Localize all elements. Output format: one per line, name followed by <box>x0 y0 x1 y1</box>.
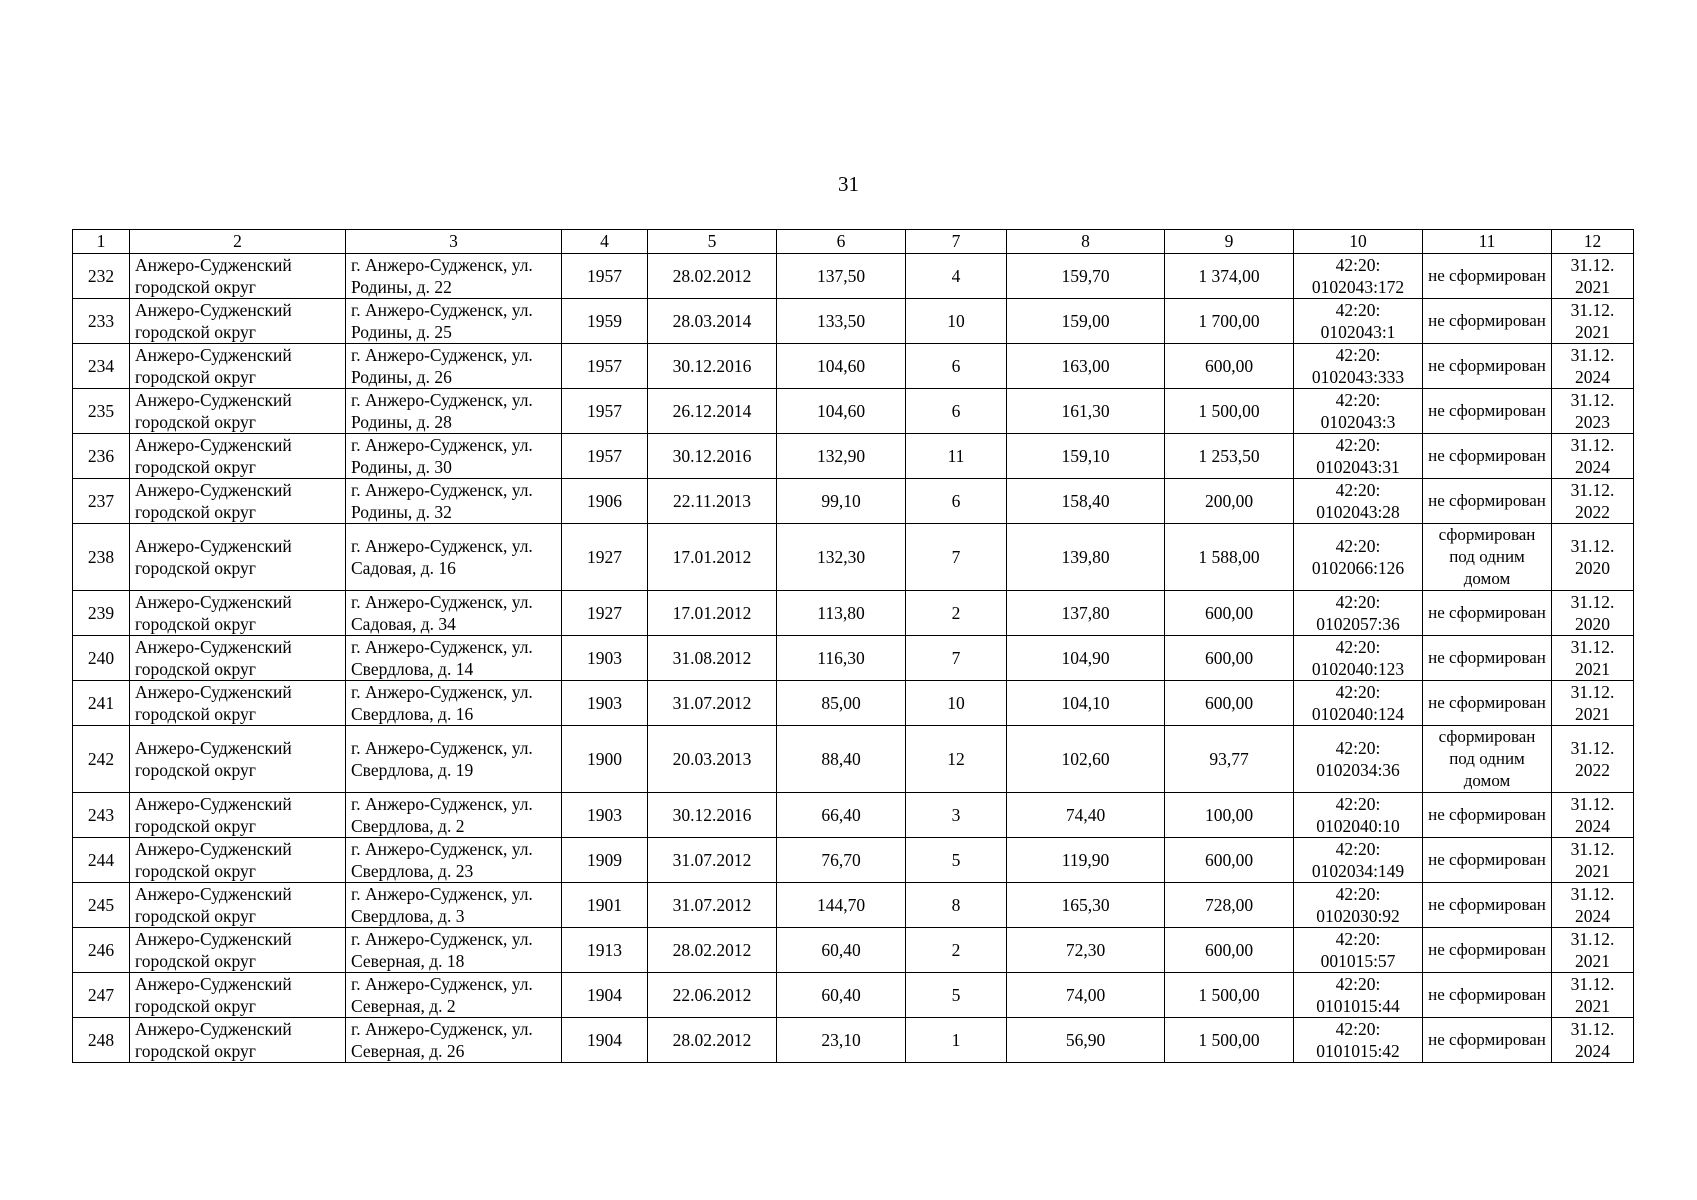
table-row <box>73 389 1634 434</box>
column-header-6: 6 <box>777 230 906 254</box>
cell-cadastral-number: 42:20: 0102043:31 <box>1294 434 1423 479</box>
cell-cadastral-number: 42:20: 0102034:36 <box>1294 726 1423 793</box>
column-header-2: 2 <box>130 230 346 254</box>
column-header-1: 1 <box>73 230 130 254</box>
cell-land-area: 163,00 <box>1007 344 1165 389</box>
cell-municipality: Анжеро-Судженский городской округ <box>130 254 346 299</box>
cell-land-status: не сформирован <box>1423 793 1552 838</box>
cell-total-area: 104,60 <box>777 389 906 434</box>
cell-land-status: не сформирован <box>1423 636 1552 681</box>
cell-land-area: 158,40 <box>1007 479 1165 524</box>
cell-deadline: 31.12. 2022 <box>1552 479 1634 524</box>
cell-deadline: 31.12. 2021 <box>1552 681 1634 726</box>
cell-total-area: 23,10 <box>777 1018 906 1063</box>
cell-cadastral-number: 42:20: 0102043:28 <box>1294 479 1423 524</box>
cell-cost: 1 700,00 <box>1165 299 1294 344</box>
housing-registry-table <box>72 229 1634 1063</box>
cell-municipality: Анжеро-Судженский городской округ <box>130 524 346 591</box>
cell-address: г. Анжеро-Судженск, ул. Свердлова, д. 2 <box>346 793 562 838</box>
cell-residents-count: 10 <box>906 681 1007 726</box>
cell-total-area: 66,40 <box>777 793 906 838</box>
cell-total-area: 132,90 <box>777 434 906 479</box>
cell-cost: 200,00 <box>1165 479 1294 524</box>
table-row <box>73 793 1634 838</box>
table-row <box>73 434 1634 479</box>
cell-row-number: 239 <box>73 591 130 636</box>
cell-municipality: Анжеро-Судженский городской округ <box>130 591 346 636</box>
cell-municipality: Анжеро-Судженский городской округ <box>130 726 346 793</box>
cell-land-area: 159,00 <box>1007 299 1165 344</box>
cell-recognition-date: 31.07.2012 <box>648 681 777 726</box>
cell-land-status: не сформирован <box>1423 838 1552 883</box>
cell-land-status: не сформирован <box>1423 299 1552 344</box>
cell-cost: 600,00 <box>1165 838 1294 883</box>
cell-total-area: 116,30 <box>777 636 906 681</box>
cell-land-status: не сформирован <box>1423 479 1552 524</box>
cell-year-built: 1927 <box>562 524 648 591</box>
cell-cost: 93,77 <box>1165 726 1294 793</box>
cell-recognition-date: 17.01.2012 <box>648 591 777 636</box>
page-number: 31 <box>838 172 859 196</box>
cell-recognition-date: 30.12.2016 <box>648 793 777 838</box>
cell-year-built: 1904 <box>562 1018 648 1063</box>
column-number-row <box>73 230 1634 254</box>
cell-total-area: 76,70 <box>777 838 906 883</box>
cell-row-number: 240 <box>73 636 130 681</box>
column-header-4: 4 <box>562 230 648 254</box>
cell-year-built: 1903 <box>562 636 648 681</box>
cell-year-built: 1957 <box>562 434 648 479</box>
table-row <box>73 524 1634 591</box>
cell-recognition-date: 22.06.2012 <box>648 973 777 1018</box>
cell-land-status: сформирован под одним домом <box>1423 524 1552 591</box>
cell-total-area: 113,80 <box>777 591 906 636</box>
table-row <box>73 681 1634 726</box>
cell-total-area: 104,60 <box>777 344 906 389</box>
cell-total-area: 144,70 <box>777 883 906 928</box>
column-header-7: 7 <box>906 230 1007 254</box>
column-header-9: 9 <box>1165 230 1294 254</box>
cell-residents-count: 2 <box>906 928 1007 973</box>
cell-deadline: 31.12. 2024 <box>1552 883 1634 928</box>
cell-address: г. Анжеро-Судженск, ул. Свердлова, д. 23 <box>346 838 562 883</box>
cell-address: г. Анжеро-Судженск, ул. Родины, д. 26 <box>346 344 562 389</box>
cell-row-number: 245 <box>73 883 130 928</box>
cell-address: г. Анжеро-Судженск, ул. Садовая, д. 16 <box>346 524 562 591</box>
cell-land-area: 74,00 <box>1007 973 1165 1018</box>
cell-deadline: 31.12. 2021 <box>1552 928 1634 973</box>
cell-deadline: 31.12. 2021 <box>1552 973 1634 1018</box>
cell-row-number: 235 <box>73 389 130 434</box>
cell-cadastral-number: 42:20: 001015:57 <box>1294 928 1423 973</box>
cell-residents-count: 2 <box>906 591 1007 636</box>
cell-total-area: 133,50 <box>777 299 906 344</box>
cell-municipality: Анжеро-Судженский городской округ <box>130 1018 346 1063</box>
cell-cost: 600,00 <box>1165 344 1294 389</box>
cell-residents-count: 3 <box>906 793 1007 838</box>
cell-cost: 600,00 <box>1165 636 1294 681</box>
cell-year-built: 1906 <box>562 479 648 524</box>
cell-row-number: 243 <box>73 793 130 838</box>
table-row <box>73 1018 1634 1063</box>
cell-land-area: 165,30 <box>1007 883 1165 928</box>
table-row <box>73 726 1634 793</box>
cell-address: г. Анжеро-Судженск, ул. Свердлова, д. 3 <box>346 883 562 928</box>
cell-land-area: 137,80 <box>1007 591 1165 636</box>
cell-year-built: 1900 <box>562 726 648 793</box>
cell-municipality: Анжеро-Судженский городской округ <box>130 389 346 434</box>
cell-land-status: не сформирован <box>1423 883 1552 928</box>
cell-cadastral-number: 42:20: 0102043:172 <box>1294 254 1423 299</box>
cell-cost: 1 500,00 <box>1165 1018 1294 1063</box>
cell-deadline: 31.12. 2020 <box>1552 524 1634 591</box>
column-header-5: 5 <box>648 230 777 254</box>
cell-land-status: не сформирован <box>1423 389 1552 434</box>
cell-total-area: 85,00 <box>777 681 906 726</box>
cell-residents-count: 8 <box>906 883 1007 928</box>
cell-cadastral-number: 42:20: 0102043:333 <box>1294 344 1423 389</box>
cell-year-built: 1909 <box>562 838 648 883</box>
cell-municipality: Анжеро-Судженский городской округ <box>130 434 346 479</box>
table-row <box>73 591 1634 636</box>
cell-year-built: 1903 <box>562 793 648 838</box>
cell-cost: 600,00 <box>1165 591 1294 636</box>
cell-recognition-date: 28.02.2012 <box>648 928 777 973</box>
cell-cost: 1 500,00 <box>1165 389 1294 434</box>
cell-land-status: не сформирован <box>1423 434 1552 479</box>
cell-cost: 1 374,00 <box>1165 254 1294 299</box>
cell-cadastral-number: 42:20: 0102040:124 <box>1294 681 1423 726</box>
cell-row-number: 247 <box>73 973 130 1018</box>
column-header-11: 11 <box>1423 230 1552 254</box>
table-row <box>73 636 1634 681</box>
column-header-12: 12 <box>1552 230 1634 254</box>
column-header-3: 3 <box>346 230 562 254</box>
table-row <box>73 344 1634 389</box>
cell-year-built: 1957 <box>562 344 648 389</box>
table-row <box>73 299 1634 344</box>
cell-deadline: 31.12. 2020 <box>1552 591 1634 636</box>
cell-land-status: не сформирован <box>1423 254 1552 299</box>
cell-address: г. Анжеро-Судженск, ул. Садовая, д. 34 <box>346 591 562 636</box>
cell-row-number: 234 <box>73 344 130 389</box>
table-row <box>73 928 1634 973</box>
cell-row-number: 248 <box>73 1018 130 1063</box>
cell-municipality: Анжеро-Судженский городской округ <box>130 928 346 973</box>
cell-row-number: 233 <box>73 299 130 344</box>
cell-land-area: 139,80 <box>1007 524 1165 591</box>
table-row <box>73 838 1634 883</box>
cell-recognition-date: 22.11.2013 <box>648 479 777 524</box>
cell-residents-count: 6 <box>906 389 1007 434</box>
cell-land-status: не сформирован <box>1423 1018 1552 1063</box>
table-row <box>73 973 1634 1018</box>
cell-cost: 728,00 <box>1165 883 1294 928</box>
table-row <box>73 883 1634 928</box>
cell-municipality: Анжеро-Судженский городской округ <box>130 973 346 1018</box>
cell-year-built: 1904 <box>562 973 648 1018</box>
cell-recognition-date: 31.07.2012 <box>648 883 777 928</box>
cell-residents-count: 4 <box>906 254 1007 299</box>
cell-total-area: 88,40 <box>777 726 906 793</box>
cell-row-number: 246 <box>73 928 130 973</box>
cell-municipality: Анжеро-Судженский городской округ <box>130 636 346 681</box>
cell-municipality: Анжеро-Судженский городской округ <box>130 793 346 838</box>
cell-deadline: 31.12. 2023 <box>1552 389 1634 434</box>
cell-land-status: не сформирован <box>1423 591 1552 636</box>
cell-municipality: Анжеро-Судженский городской округ <box>130 299 346 344</box>
cell-year-built: 1959 <box>562 299 648 344</box>
cell-recognition-date: 20.03.2013 <box>648 726 777 793</box>
cell-row-number: 244 <box>73 838 130 883</box>
cell-land-area: 119,90 <box>1007 838 1165 883</box>
cell-land-area: 159,10 <box>1007 434 1165 479</box>
cell-recognition-date: 30.12.2016 <box>648 434 777 479</box>
cell-address: г. Анжеро-Судженск, ул. Северная, д. 26 <box>346 1018 562 1063</box>
cell-total-area: 137,50 <box>777 254 906 299</box>
cell-total-area: 60,40 <box>777 973 906 1018</box>
cell-total-area: 99,10 <box>777 479 906 524</box>
cell-deadline: 31.12. 2024 <box>1552 793 1634 838</box>
cell-total-area: 60,40 <box>777 928 906 973</box>
cell-residents-count: 12 <box>906 726 1007 793</box>
cell-address: г. Анжеро-Судженск, ул. Свердлова, д. 14 <box>346 636 562 681</box>
cell-residents-count: 7 <box>906 524 1007 591</box>
cell-address: г. Анжеро-Судженск, ул. Родины, д. 28 <box>346 389 562 434</box>
cell-land-area: 161,30 <box>1007 389 1165 434</box>
cell-address: г. Анжеро-Судженск, ул. Северная, д. 18 <box>346 928 562 973</box>
cell-municipality: Анжеро-Судженский городской округ <box>130 838 346 883</box>
cell-address: г. Анжеро-Судженск, ул. Свердлова, д. 19 <box>346 726 562 793</box>
cell-address: г. Анжеро-Судженск, ул. Родины, д. 30 <box>346 434 562 479</box>
cell-deadline: 31.12. 2021 <box>1552 838 1634 883</box>
cell-land-status: не сформирован <box>1423 681 1552 726</box>
cell-total-area: 132,30 <box>777 524 906 591</box>
cell-row-number: 242 <box>73 726 130 793</box>
cell-land-area: 72,30 <box>1007 928 1165 973</box>
cell-recognition-date: 30.12.2016 <box>648 344 777 389</box>
column-header-8: 8 <box>1007 230 1165 254</box>
cell-land-status: не сформирован <box>1423 928 1552 973</box>
cell-row-number: 236 <box>73 434 130 479</box>
cell-cost: 1 500,00 <box>1165 973 1294 1018</box>
cell-deadline: 31.12. 2024 <box>1552 344 1634 389</box>
cell-deadline: 31.12. 2021 <box>1552 299 1634 344</box>
cell-land-area: 102,60 <box>1007 726 1165 793</box>
cell-year-built: 1957 <box>562 254 648 299</box>
cell-deadline: 31.12. 2024 <box>1552 434 1634 479</box>
cell-residents-count: 10 <box>906 299 1007 344</box>
cell-cadastral-number: 42:20: 0102040:123 <box>1294 636 1423 681</box>
cell-land-area: 56,90 <box>1007 1018 1165 1063</box>
cell-cost: 600,00 <box>1165 928 1294 973</box>
cell-cost: 1 253,50 <box>1165 434 1294 479</box>
cell-cost: 100,00 <box>1165 793 1294 838</box>
cell-municipality: Анжеро-Судженский городской округ <box>130 883 346 928</box>
cell-cadastral-number: 42:20: 0102030:92 <box>1294 883 1423 928</box>
cell-land-area: 159,70 <box>1007 254 1165 299</box>
cell-recognition-date: 26.12.2014 <box>648 389 777 434</box>
cell-cadastral-number: 42:20: 0102043:3 <box>1294 389 1423 434</box>
cell-residents-count: 5 <box>906 973 1007 1018</box>
cell-cadastral-number: 42:20: 0102043:1 <box>1294 299 1423 344</box>
cell-municipality: Анжеро-Судженский городской округ <box>130 681 346 726</box>
cell-residents-count: 1 <box>906 1018 1007 1063</box>
cell-recognition-date: 31.08.2012 <box>648 636 777 681</box>
cell-year-built: 1927 <box>562 591 648 636</box>
cell-cost: 1 588,00 <box>1165 524 1294 591</box>
column-header-10: 10 <box>1294 230 1423 254</box>
cell-residents-count: 6 <box>906 344 1007 389</box>
cell-year-built: 1957 <box>562 389 648 434</box>
cell-row-number: 237 <box>73 479 130 524</box>
cell-cost: 600,00 <box>1165 681 1294 726</box>
cell-cadastral-number: 42:20: 0102040:10 <box>1294 793 1423 838</box>
cell-land-area: 74,40 <box>1007 793 1165 838</box>
cell-recognition-date: 28.03.2014 <box>648 299 777 344</box>
cell-deadline: 31.12. 2024 <box>1552 1018 1634 1063</box>
cell-deadline: 31.12. 2022 <box>1552 726 1634 793</box>
cell-recognition-date: 31.07.2012 <box>648 838 777 883</box>
cell-residents-count: 7 <box>906 636 1007 681</box>
cell-year-built: 1901 <box>562 883 648 928</box>
cell-cadastral-number: 42:20: 0101015:44 <box>1294 973 1423 1018</box>
cell-row-number: 232 <box>73 254 130 299</box>
cell-address: г. Анжеро-Судженск, ул. Свердлова, д. 16 <box>346 681 562 726</box>
cell-year-built: 1913 <box>562 928 648 973</box>
cell-cadastral-number: 42:20: 0102066:126 <box>1294 524 1423 591</box>
cell-cadastral-number: 42:20: 0102057:36 <box>1294 591 1423 636</box>
cell-address: г. Анжеро-Судженск, ул. Родины, д. 22 <box>346 254 562 299</box>
cell-cadastral-number: 42:20: 0102034:149 <box>1294 838 1423 883</box>
cell-residents-count: 5 <box>906 838 1007 883</box>
cell-address: г. Анжеро-Судженск, ул. Родины, д. 25 <box>346 299 562 344</box>
cell-row-number: 241 <box>73 681 130 726</box>
cell-year-built: 1903 <box>562 681 648 726</box>
cell-municipality: Анжеро-Судженский городской округ <box>130 344 346 389</box>
cell-municipality: Анжеро-Судженский городской округ <box>130 479 346 524</box>
cell-land-area: 104,90 <box>1007 636 1165 681</box>
table-row <box>73 479 1634 524</box>
cell-land-status: сформирован под одним домом <box>1423 726 1552 793</box>
table-row <box>73 254 1634 299</box>
cell-land-status: не сформирован <box>1423 973 1552 1018</box>
cell-residents-count: 6 <box>906 479 1007 524</box>
cell-address: г. Анжеро-Судженск, ул. Родины, д. 32 <box>346 479 562 524</box>
cell-recognition-date: 28.02.2012 <box>648 1018 777 1063</box>
cell-address: г. Анжеро-Судженск, ул. Северная, д. 2 <box>346 973 562 1018</box>
cell-residents-count: 11 <box>906 434 1007 479</box>
cell-deadline: 31.12. 2021 <box>1552 636 1634 681</box>
cell-land-area: 104,10 <box>1007 681 1165 726</box>
cell-cadastral-number: 42:20: 0101015:42 <box>1294 1018 1423 1063</box>
cell-land-status: не сформирован <box>1423 344 1552 389</box>
cell-row-number: 238 <box>73 524 130 591</box>
cell-recognition-date: 28.02.2012 <box>648 254 777 299</box>
cell-recognition-date: 17.01.2012 <box>648 524 777 591</box>
cell-deadline: 31.12. 2021 <box>1552 254 1634 299</box>
